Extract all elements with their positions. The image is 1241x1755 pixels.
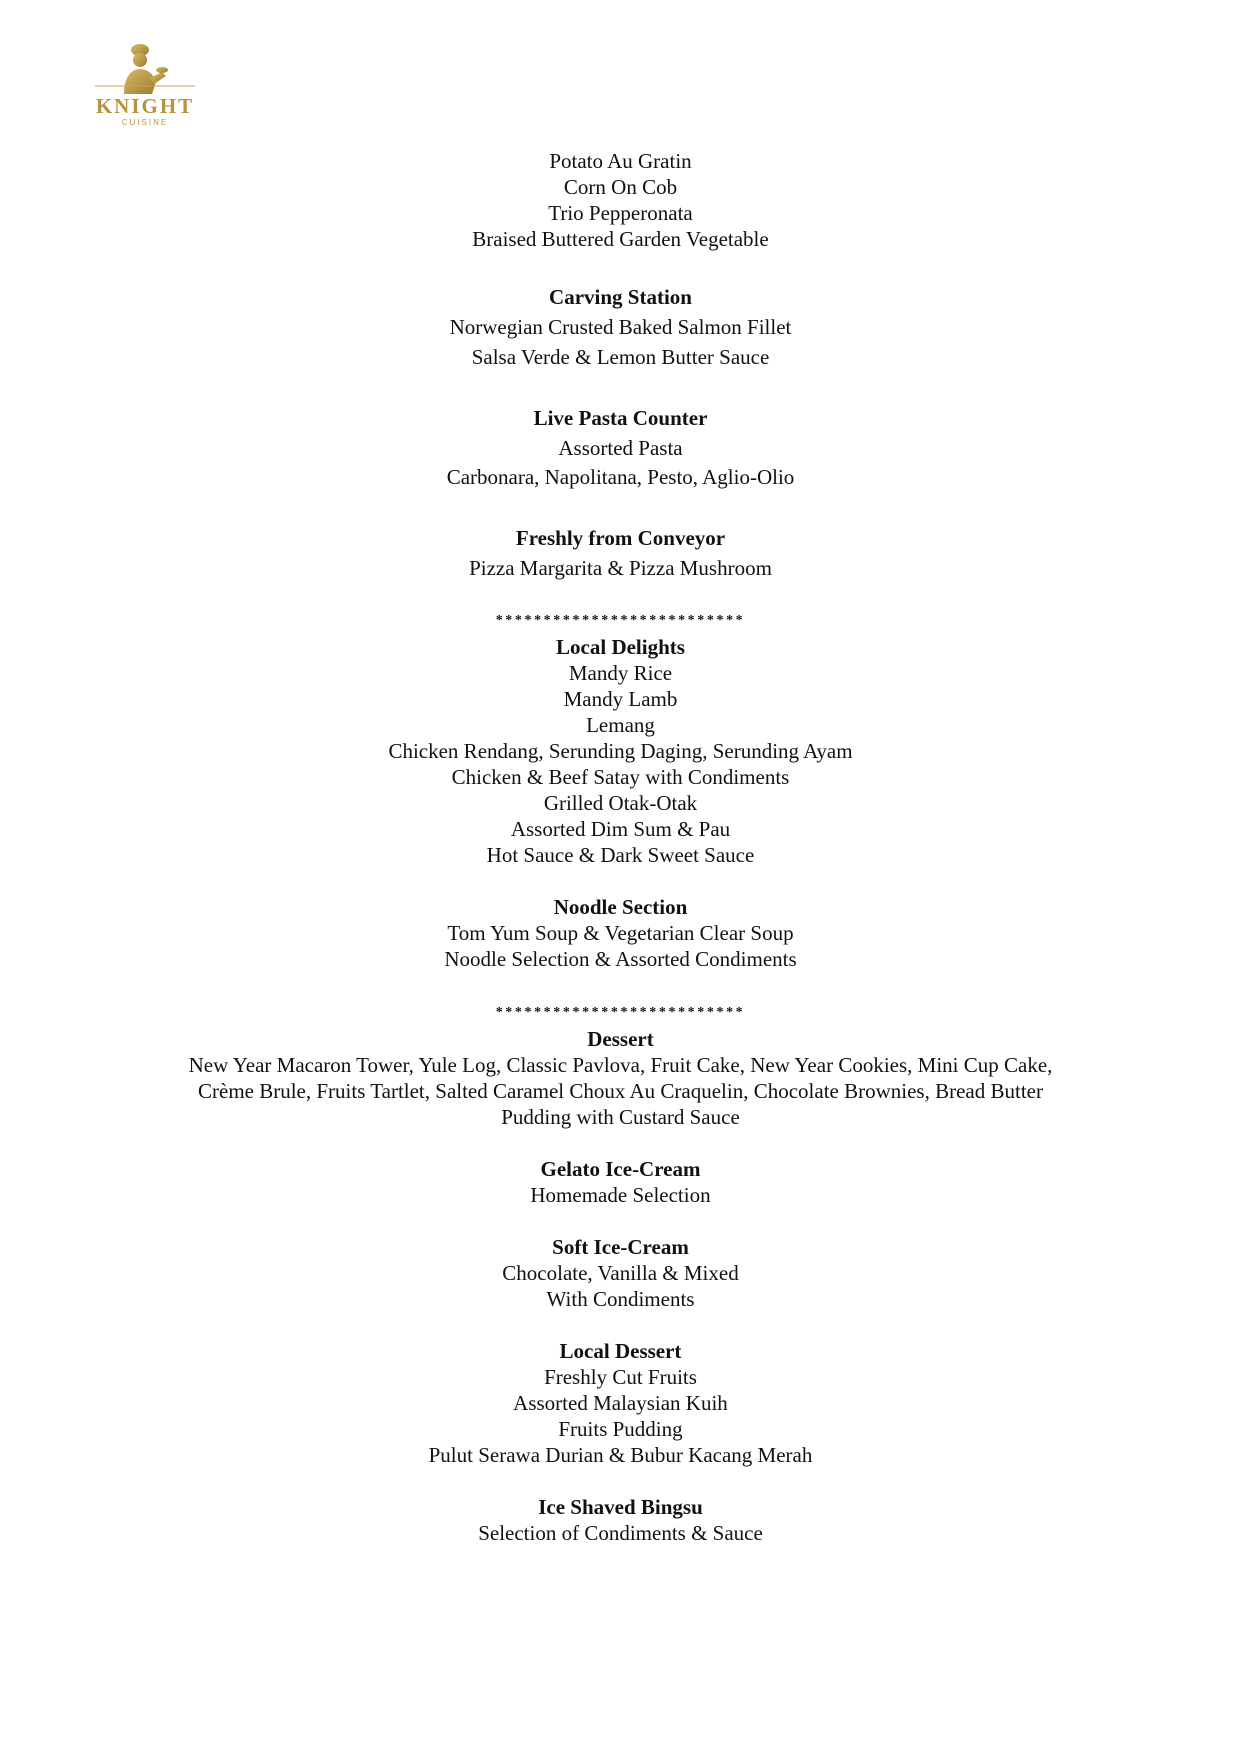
section-heading: Live Pasta Counter <box>533 406 708 430</box>
menu-item: Noodle Selection & Assorted Condiments <box>444 947 797 971</box>
menu-item: Mandy Lamb <box>563 687 678 711</box>
menu-item: New Year Macaron Tower, Yule Log, Classic Pavlova, Fruit Cake, New Year Cookies, Mini Cup Cake, <box>188 1053 1053 1077</box>
menu-item: Assorted Pasta <box>558 436 683 460</box>
section-heading: Soft Ice-Cream <box>552 1235 689 1259</box>
menu-item: Corn On Cob <box>563 175 678 199</box>
menu-item: Assorted Malaysian Kuih <box>513 1391 728 1415</box>
menu-item: Chicken Rendang, Serunding Daging, Serunding Ayam <box>388 739 853 763</box>
star-divider: ************************** <box>495 1005 746 1020</box>
menu-item: Freshly Cut Fruits <box>544 1365 697 1389</box>
menu-item: Carbonara, Napolitana, Pesto, Aglio-Olio <box>446 465 795 489</box>
menu-item: Homemade Selection <box>530 1183 711 1207</box>
menu-item: Salsa Verde & Lemon Butter Sauce <box>471 345 770 369</box>
menu-item: Chocolate, Vanilla & Mixed <box>502 1261 739 1285</box>
menu-item: Fruits Pudding <box>558 1417 683 1441</box>
section-heading: Freshly from Conveyor <box>515 526 726 550</box>
section-heading: Local Dessert <box>559 1339 682 1363</box>
menu-item: Braised Buttered Garden Vegetable <box>472 227 769 251</box>
section-heading: Noodle Section <box>553 895 688 919</box>
menu-item: Crème Brule, Fruits Tartlet, Salted Caramel Choux Au Craquelin, Chocolate Brownies, Bread Butter <box>198 1079 1043 1103</box>
brand-tagline: CUISINE <box>121 118 169 127</box>
menu-item: Tom Yum Soup & Vegetarian Clear Soup <box>447 921 794 945</box>
menu-item: With Condiments <box>546 1287 695 1311</box>
brand-name: KNIGHT <box>95 94 195 118</box>
section-heading: Dessert <box>587 1027 654 1051</box>
section-heading: Local Delights <box>556 635 685 659</box>
section-heading: Ice Shaved Bingsu <box>538 1495 703 1519</box>
chef-icon <box>90 42 200 98</box>
menu-item: Pudding with Custard Sauce <box>501 1105 740 1129</box>
menu-item: Trio Pepperonata <box>548 201 693 225</box>
menu-item: Pulut Serawa Durian & Bubur Kacang Merah <box>428 1443 813 1467</box>
section-heading: Gelato Ice-Cream <box>540 1157 701 1181</box>
menu-item: Lemang <box>586 713 655 737</box>
brand-logo <box>90 42 200 132</box>
menu-item: Norwegian Crusted Baked Salmon Fillet <box>449 315 792 339</box>
menu-item: Grilled Otak-Otak <box>543 791 698 815</box>
menu-item: Assorted Dim Sum & Pau <box>510 817 731 841</box>
section-heading: Carving Station <box>549 285 692 309</box>
menu-item: Potato Au Gratin <box>549 149 692 173</box>
menu-item: Chicken & Beef Satay with Condiments <box>451 765 790 789</box>
menu-item: Mandy Rice <box>568 661 673 685</box>
star-divider: ************************** <box>495 613 746 628</box>
menu-item: Pizza Margarita & Pizza Mushroom <box>469 556 772 580</box>
menu-item: Selection of Condiments & Sauce <box>478 1521 763 1545</box>
menu-item: Hot Sauce & Dark Sweet Sauce <box>486 843 755 867</box>
